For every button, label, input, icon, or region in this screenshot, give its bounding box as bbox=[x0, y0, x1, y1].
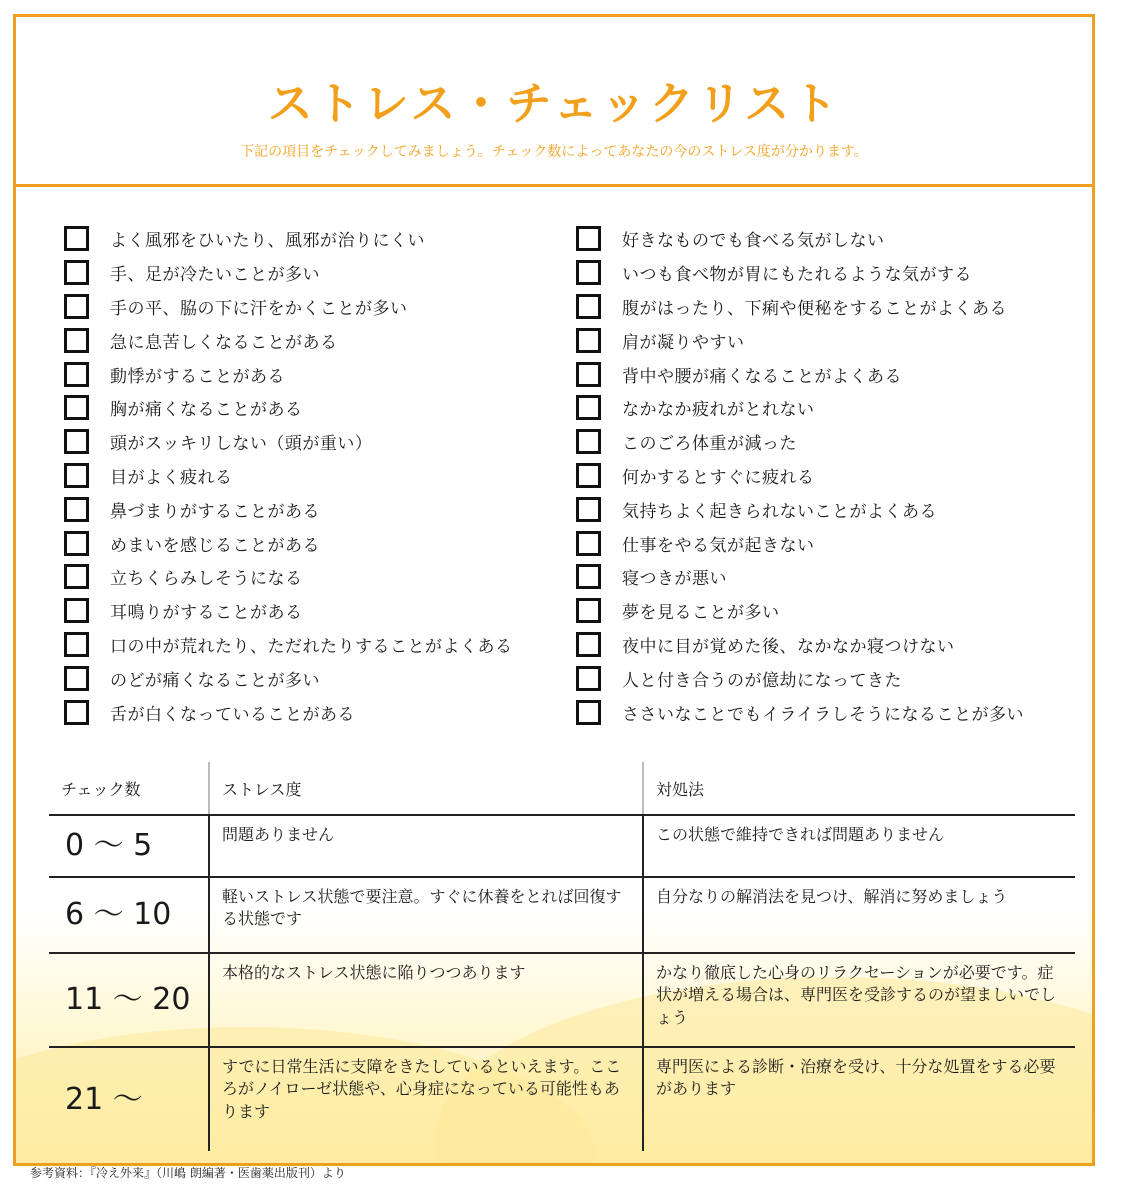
checklist-item bbox=[64, 526, 513, 560]
checklist-item-label: 手、足が冷たいことが多い bbox=[110, 265, 320, 286]
checklist-item bbox=[576, 290, 1024, 324]
checklist-item bbox=[576, 222, 1024, 256]
reference-footer: 参考資料：『冷え外来』（川嶋 朗編著・医歯薬出版刊）より bbox=[30, 1166, 346, 1180]
checklist-item bbox=[64, 357, 513, 391]
checklist-item-label: 目がよく疲れる bbox=[110, 467, 233, 488]
checklist-item-label: 急に息苦しくなることがある bbox=[110, 332, 338, 353]
checkbox[interactable] bbox=[64, 463, 89, 488]
checkbox[interactable] bbox=[64, 598, 89, 623]
countermeasure-cell: この状態で維持できれば問題ありません bbox=[643, 815, 1075, 877]
range-cell: 11 ～ 20 bbox=[49, 953, 209, 1047]
stress-level-cell: 本格的なストレス状態に陥りつつあります bbox=[209, 953, 643, 1047]
countermeasure-cell: かなり徹底した心身のリラクセーションが必要です。症状が増える場合は、専門医を受診するのが望ましいでしょう bbox=[643, 953, 1075, 1047]
checklist-item bbox=[576, 256, 1024, 290]
checklist-item-label: 舌が白くなっていることがある bbox=[110, 704, 355, 725]
header-countermeasure: 対処法 bbox=[643, 762, 1075, 815]
range-cell: 21 ～ bbox=[49, 1047, 209, 1151]
checklist-item bbox=[64, 594, 513, 628]
checkbox[interactable] bbox=[64, 395, 89, 420]
stress-level-cell: すでに日常生活に支障をきたしているといえます。こころがノイローゼ状態や、心身症になっている可能性もあります bbox=[209, 1047, 643, 1151]
checklist-item-label: なかなか疲れがとれない bbox=[622, 400, 815, 421]
checkbox[interactable] bbox=[576, 497, 601, 522]
checkbox[interactable] bbox=[64, 531, 89, 556]
checklist-item-label: 仕事をやる気が起きない bbox=[622, 535, 815, 556]
table-row bbox=[49, 953, 1075, 1047]
checkbox[interactable] bbox=[64, 362, 89, 387]
checklist-item bbox=[576, 357, 1024, 391]
checkbox[interactable] bbox=[576, 598, 601, 623]
checklist-item-label: 寝つきが悪い bbox=[622, 569, 727, 590]
checklist-item-label: 耳鳴りがすることがある bbox=[110, 603, 303, 624]
checklist-item-label: ささいなことでもイライラしそうになることが多い bbox=[622, 704, 1024, 725]
checklist-item-label: 肩が凝りやすい bbox=[622, 332, 745, 353]
checklist-item bbox=[64, 391, 513, 425]
checklist-item bbox=[64, 661, 513, 695]
table-row bbox=[49, 877, 1075, 953]
checklist-item bbox=[64, 222, 513, 256]
checklist-item bbox=[576, 323, 1024, 357]
checklist-item-label: 夢を見ることが多い bbox=[622, 603, 780, 624]
checkbox[interactable] bbox=[576, 294, 601, 319]
countermeasure-cell: 専門医による診断・治療を受け、十分な処置をする必要があります bbox=[656, 1057, 1056, 1099]
checklist-item bbox=[576, 459, 1024, 493]
checklist-right-column bbox=[576, 222, 1024, 729]
checkbox[interactable] bbox=[64, 666, 89, 691]
checklist-item-label: いつも食べ物が胃にもたれるような気がする bbox=[622, 265, 972, 286]
checklist-item-label: 口の中が荒れたり、ただれたりすることがよくある bbox=[110, 636, 513, 657]
checklist-item-label: のどが痛くなることが多い bbox=[110, 670, 320, 691]
checkbox[interactable] bbox=[64, 226, 89, 251]
table-row bbox=[49, 1047, 1075, 1151]
checkbox[interactable] bbox=[64, 564, 89, 589]
checklist-item-label: 胸が痛くなることがある bbox=[110, 400, 303, 421]
checklist-item-label: 動悸がすることがある bbox=[110, 366, 285, 387]
checklist-item bbox=[64, 695, 513, 729]
checklist-item-label: 立ちくらみしそうになる bbox=[110, 569, 303, 590]
table-header-row bbox=[49, 762, 1075, 815]
checklist-item bbox=[576, 391, 1024, 425]
checklist-item-label: めまいを感じることがある bbox=[110, 535, 320, 556]
checklist-item bbox=[64, 290, 513, 324]
checklist-left-column bbox=[64, 222, 513, 729]
checklist-item bbox=[576, 560, 1024, 594]
checkbox[interactable] bbox=[64, 260, 89, 285]
checklist-item bbox=[64, 492, 513, 526]
header bbox=[16, 17, 1092, 187]
checklist-item-label: 手の平、脇の下に汗をかくことが多い bbox=[110, 298, 408, 319]
checklist-item bbox=[576, 492, 1024, 526]
checklist-item-label: このごろ体重が減った bbox=[622, 434, 797, 455]
page-title: ストレス・チェックリスト bbox=[267, 77, 841, 130]
checkbox[interactable] bbox=[64, 294, 89, 319]
checklist-item-label: 頭がスッキリしない（頭が重い） bbox=[110, 434, 373, 455]
checklist-item-label: 腹がはったり、下痢や便秘をすることがよくある bbox=[622, 298, 1007, 319]
checklist-item-label: 鼻づまりがすることがある bbox=[110, 501, 320, 522]
range-cell: 0 ～ 5 bbox=[49, 815, 209, 877]
range-cell: 6 ～ 10 bbox=[49, 877, 209, 953]
checklist-item bbox=[64, 459, 513, 493]
checklist-item-label: よく風邪をひいたり、風邪が治りにくい bbox=[110, 231, 425, 252]
checklist-item bbox=[64, 425, 513, 459]
checklist-item-label: 夜中に目が覚めた後、なかなか寝つけない bbox=[622, 636, 955, 657]
checklist-item bbox=[576, 695, 1024, 729]
checkbox[interactable] bbox=[576, 666, 601, 691]
header-stress-level: ストレス度 bbox=[209, 762, 643, 815]
checkbox[interactable] bbox=[576, 531, 601, 556]
checklist-item bbox=[576, 526, 1024, 560]
checklist-item-label: 背中や腰が痛くなることがよくある bbox=[622, 366, 902, 387]
header-check-count: チェック数 bbox=[49, 762, 209, 815]
checklist-item bbox=[576, 425, 1024, 459]
checkbox[interactable] bbox=[576, 463, 601, 488]
checklist-item bbox=[64, 256, 513, 290]
checkbox[interactable] bbox=[576, 260, 601, 285]
checkbox[interactable] bbox=[576, 395, 601, 420]
table-row bbox=[49, 815, 1075, 877]
checkbox[interactable] bbox=[64, 700, 89, 725]
checklist-item-label: 好きなものでも食べる気がしない bbox=[622, 231, 885, 252]
checkbox[interactable] bbox=[64, 632, 89, 657]
checkbox[interactable] bbox=[64, 429, 89, 454]
checklist-item bbox=[576, 628, 1024, 662]
checkbox[interactable] bbox=[576, 564, 601, 589]
checklist-item-label: 気持ちよく起きられないことがよくある bbox=[622, 501, 937, 522]
checklist-item bbox=[64, 560, 513, 594]
checkbox[interactable] bbox=[576, 700, 601, 725]
countermeasure-cell: 自分なりの解消法を見つけ、解消に努めましょう bbox=[643, 877, 1075, 953]
stress-level-cell: 軽いストレス状態で要注意。すぐに休養をとれば回復する状態です bbox=[209, 877, 643, 953]
checkbox[interactable] bbox=[576, 226, 601, 251]
checklist-item bbox=[64, 323, 513, 357]
checkbox[interactable] bbox=[576, 632, 601, 657]
checkbox[interactable] bbox=[64, 497, 89, 522]
checklist-item bbox=[64, 628, 513, 662]
result-table bbox=[49, 762, 1075, 1151]
checkbox[interactable] bbox=[576, 328, 601, 353]
checklist-item-label: 何かするとすぐに疲れる bbox=[622, 467, 815, 488]
stress-level-cell: 問題ありません bbox=[209, 815, 643, 877]
checklist-item bbox=[576, 594, 1024, 628]
checklist-item bbox=[576, 661, 1024, 695]
checkbox[interactable] bbox=[64, 328, 89, 353]
checklist-frame bbox=[13, 14, 1095, 1166]
checklist-item-label: 人と付き合うのが億劫になってきた bbox=[622, 670, 902, 691]
checkbox[interactable] bbox=[576, 362, 601, 387]
checkbox[interactable] bbox=[576, 429, 601, 454]
page-subtitle: 下記の項目をチェックしてみましょう。チェック数によってあなたの今のストレス度が分かります。 bbox=[240, 144, 868, 160]
